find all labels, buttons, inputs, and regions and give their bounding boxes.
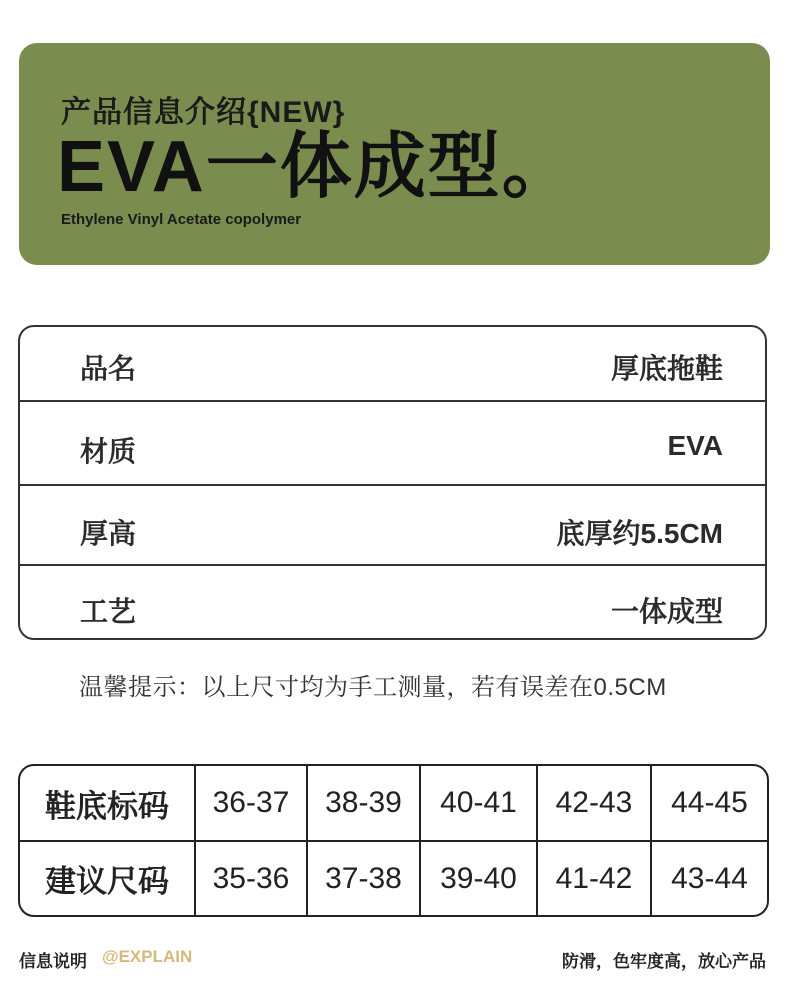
info-label: 工艺 [80, 596, 137, 627]
size-cell: 44-45 [671, 786, 748, 819]
size-cell: 41-42 [555, 861, 633, 895]
size-cell: 35-36 [212, 861, 290, 895]
size-cell: 39-40 [440, 861, 517, 895]
product-info-table [18, 325, 767, 640]
info-value: 底厚约5.5CM [556, 518, 723, 549]
info-value: 一体成型 [610, 596, 723, 627]
info-row-material [20, 402, 765, 485]
size-cell: 43-44 [671, 861, 748, 895]
banner-subtitle: 产品信息介绍{NEW} [61, 96, 346, 129]
size-chart-table [18, 764, 769, 917]
size-cell: 36-37 [212, 786, 290, 819]
footer-slogan: 防滑，色牢度高，放心产品 [562, 952, 766, 971]
footer-explain-tag: @EXPLAIN [102, 947, 193, 966]
recommended-size-header: 建议尺码 [45, 864, 169, 899]
info-value: EVA [667, 430, 723, 461]
footer-info-label: 信息说明 [19, 952, 87, 971]
product-banner [19, 43, 770, 265]
info-value: 厚底拖鞋 [610, 353, 723, 384]
size-cell: 42-43 [555, 786, 633, 819]
size-cell: 40-41 [440, 786, 517, 819]
info-row-craft [20, 566, 765, 640]
info-label: 厚高 [80, 518, 137, 549]
info-row-thickness [20, 486, 765, 564]
info-label: 材质 [80, 436, 137, 467]
info-row-name [20, 327, 765, 401]
size-cell: 37-38 [325, 861, 402, 895]
banner-english-caption: Ethylene Vinyl Acetate copolymer [61, 211, 302, 228]
info-label: 品名 [80, 353, 137, 384]
size-cell: 38-39 [325, 786, 402, 819]
banner-title: EVA一体成型。 [57, 127, 576, 207]
sole-size-header: 鞋底标码 [45, 788, 169, 824]
measurement-tip: 温馨提示：以上尺寸均为手工测量，若有误差在0.5CM [79, 674, 667, 701]
